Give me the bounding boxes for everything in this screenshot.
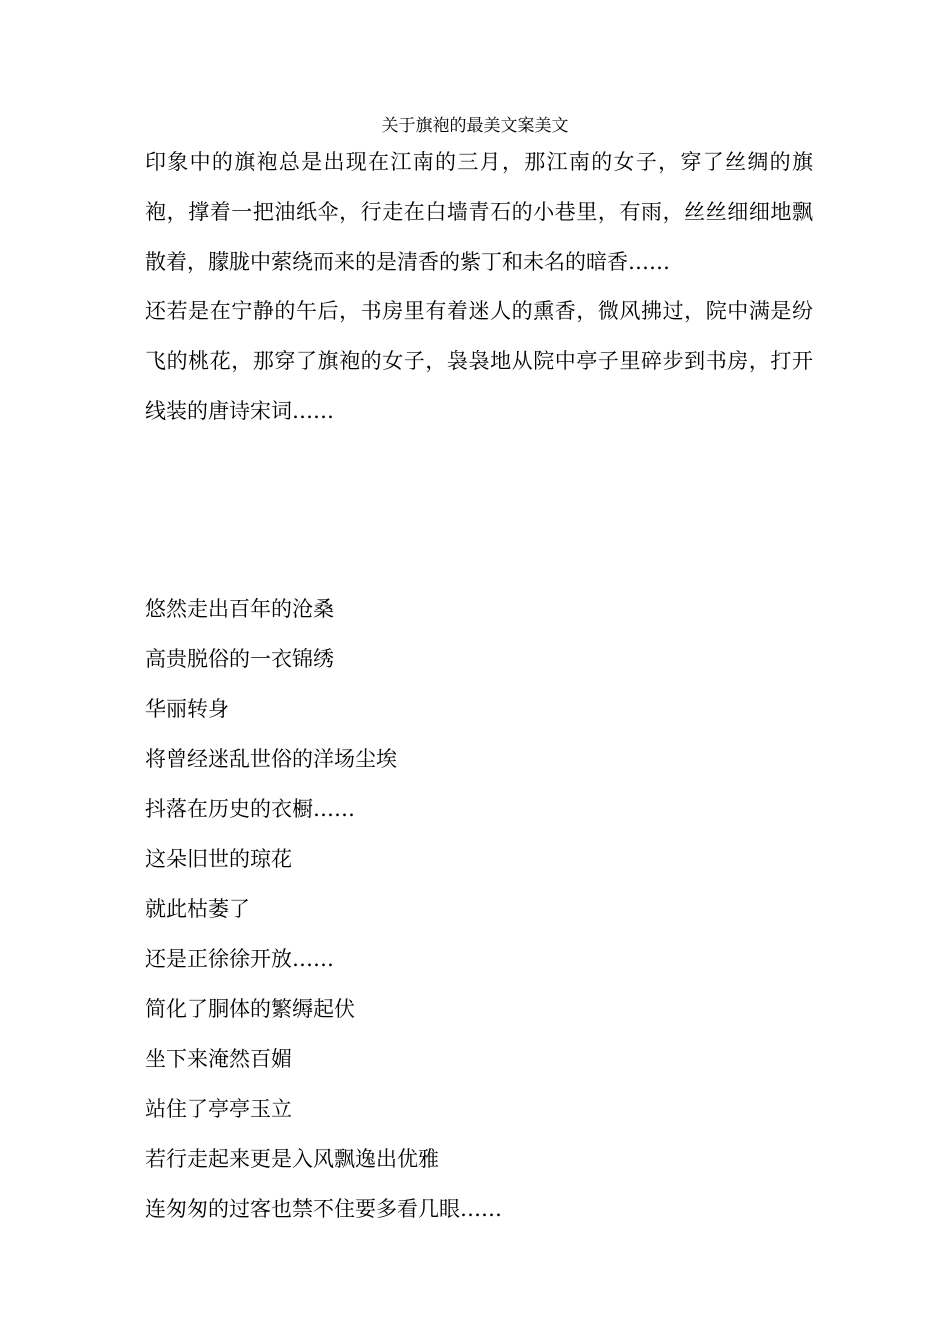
poem-line: 还是正徐徐开放…… <box>145 947 334 971</box>
poem-line: 若行走起来更是入风飘逸出优雅 <box>145 1147 439 1171</box>
poem-line: 站住了亭亭玉立 <box>145 1097 292 1121</box>
poem-line: 简化了胴体的繁缛起伏 <box>145 997 355 1021</box>
poem-line: 抖落在历史的衣橱…… <box>145 797 355 821</box>
poem-line: 坐下来淹然百媚 <box>145 1047 292 1071</box>
poem <box>145 584 813 1234</box>
poem-line: 这朵旧世的琼花 <box>145 847 292 871</box>
paragraph: 印象中的旗袍总是出现在江南的三月，那江南的女子，穿了丝绸的旗袍，撑着一把油纸伞，行走在白墙青石的小巷里，有雨，丝丝细细地飘散着，朦胧中萦绕而来的是清香的紫丁和未名的暗香…… <box>145 150 813 274</box>
poem-line: 华丽转身 <box>145 697 229 721</box>
poem-line: 就此枯萎了 <box>145 897 250 921</box>
poem-line: 高贵脱俗的一衣锦绣 <box>145 647 334 671</box>
poem-line: 悠然走出百年的沧桑 <box>145 597 334 621</box>
poem-line: 将曾经迷乱世俗的洋场尘埃 <box>145 747 397 771</box>
poem-line: 连匆匆的过客也禁不住要多看几眼…… <box>145 1197 502 1221</box>
document-title: 关于旗袍的最美文案美文 <box>381 116 569 136</box>
paragraph: 还若是在宁静的午后，书房里有着迷人的熏香，微风拂过，院中满是纷飞的桃花，那穿了旗袍的女子，袅袅地从院中亭子里碎步到书房，打开线装的唐诗宋词…… <box>145 299 813 423</box>
